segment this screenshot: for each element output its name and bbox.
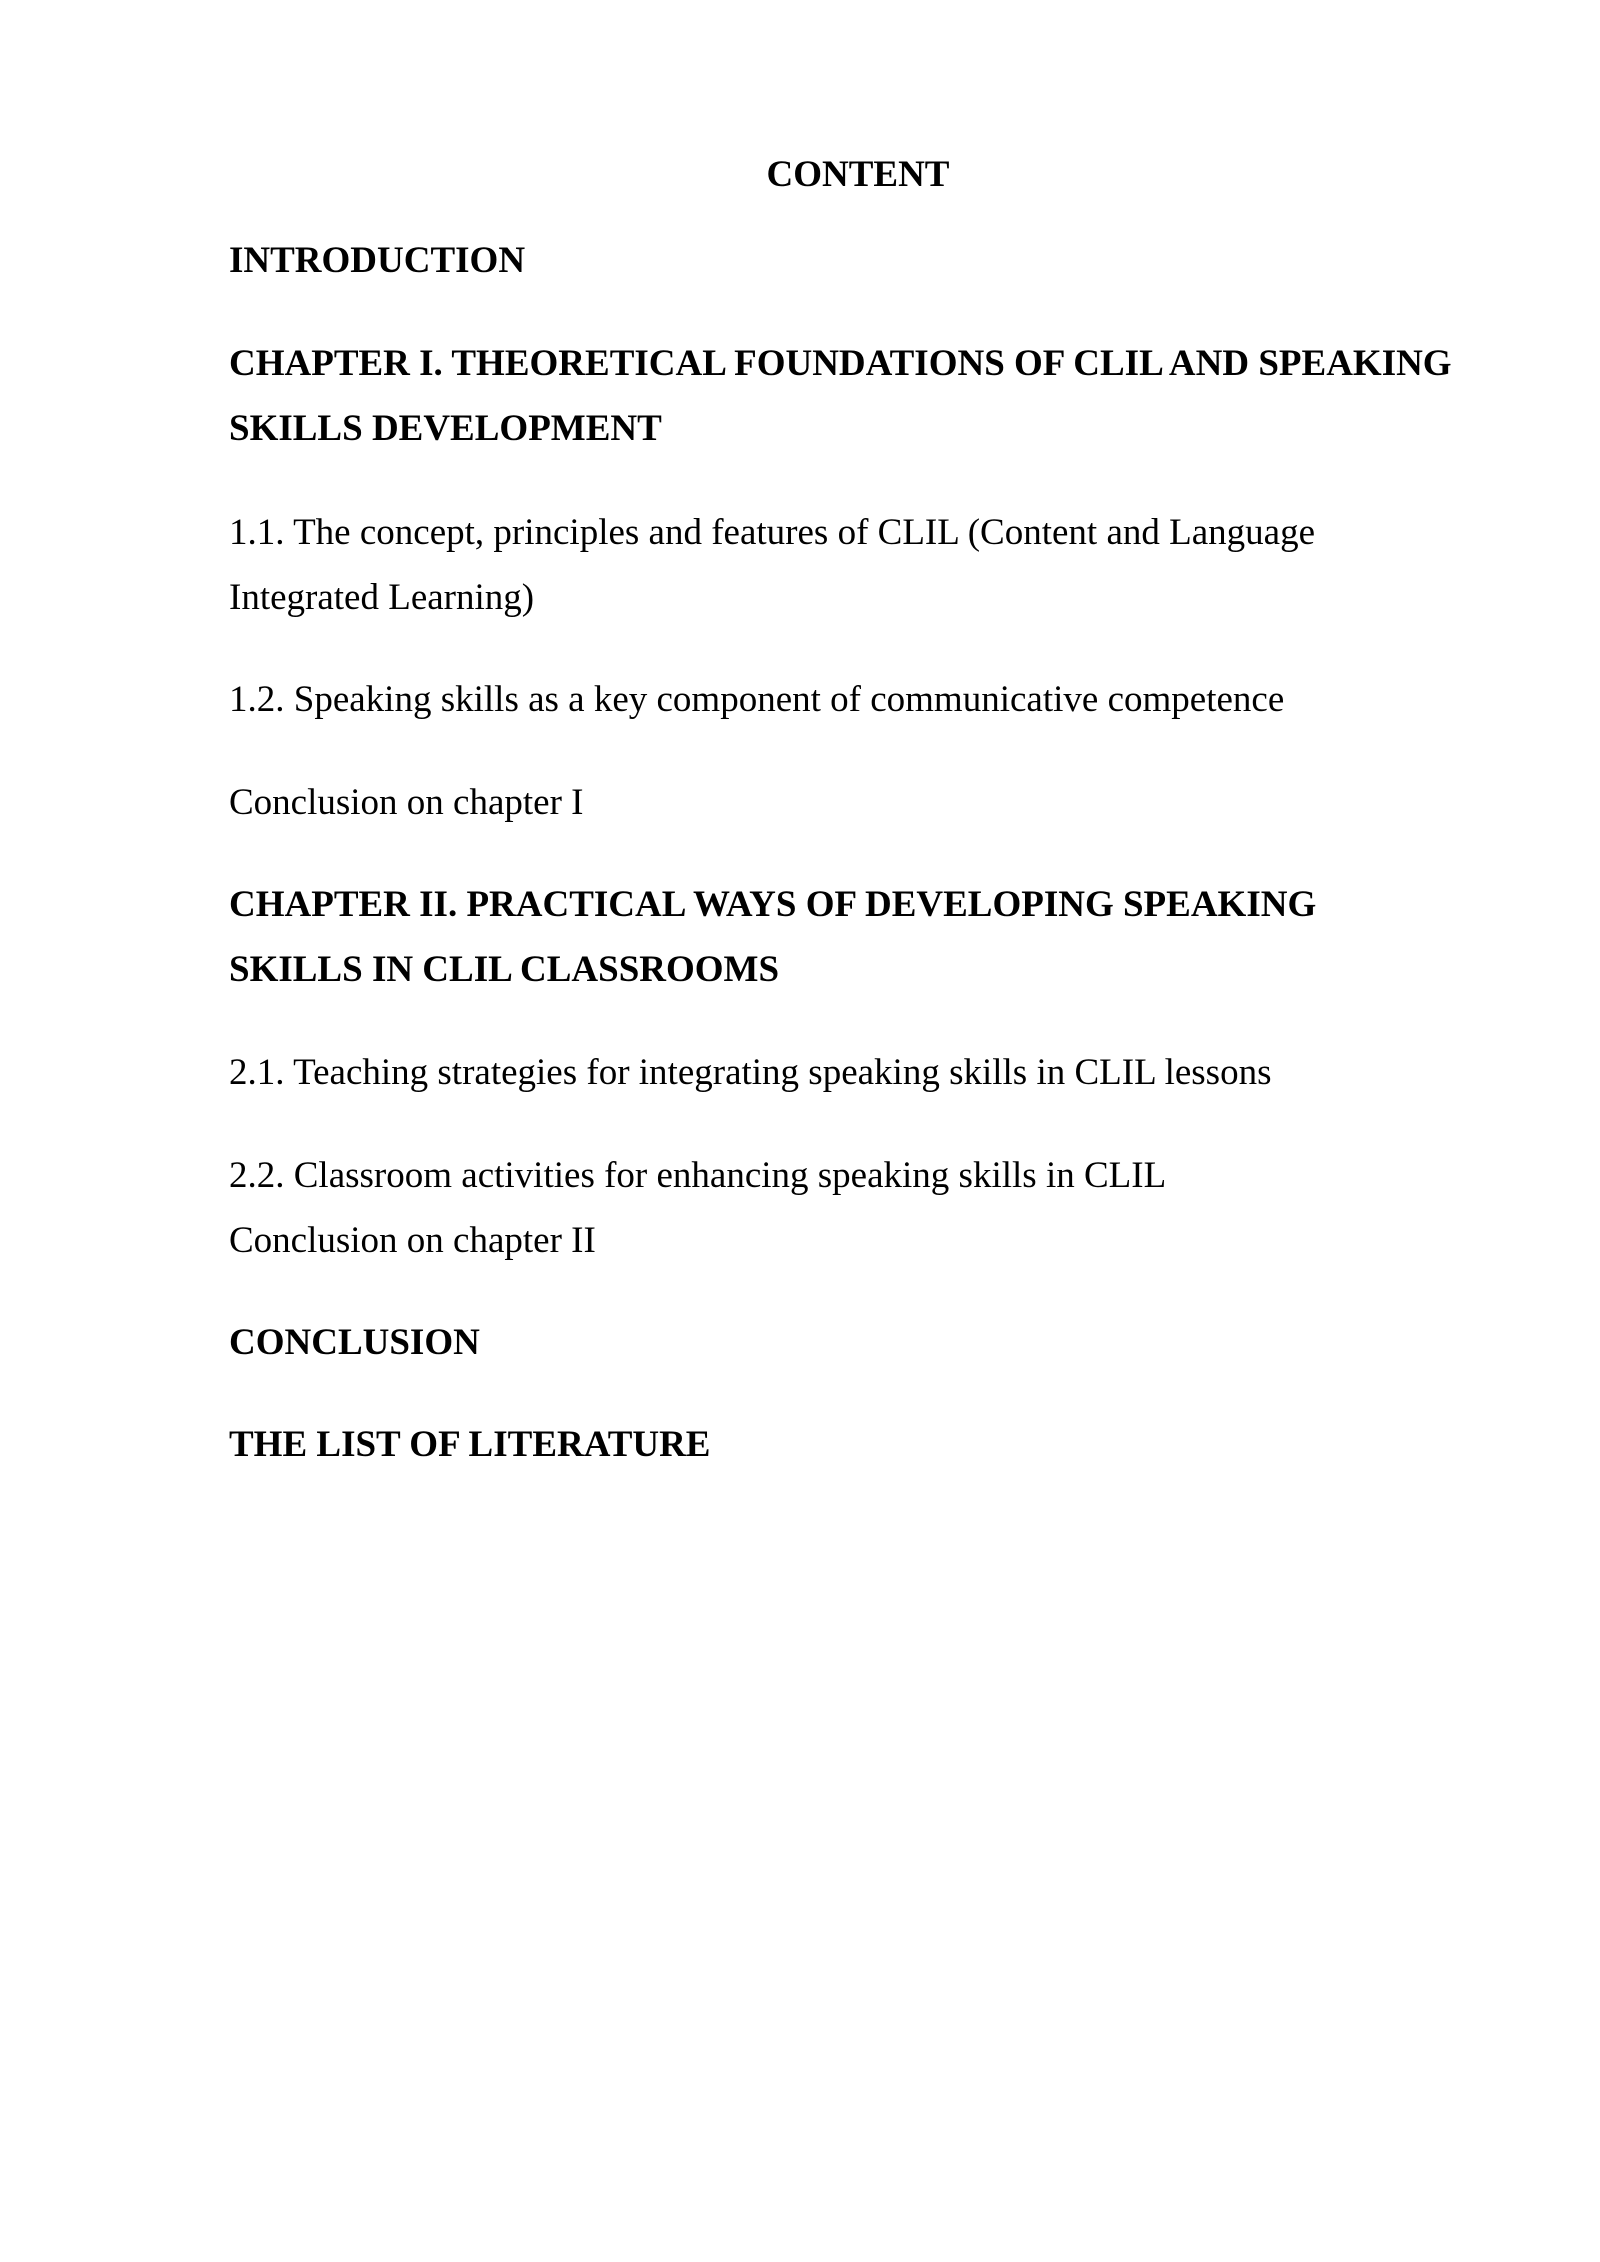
toc-entry-chapter-2 (229, 872, 1529, 1002)
toc-entry-conclusion (229, 1310, 1529, 1375)
toc-entry-line: INTRODUCTION (229, 240, 526, 281)
toc-entry-line: SKILLS DEVELOPMENT (229, 408, 662, 449)
toc-entry-literature (229, 1412, 1529, 1477)
toc-entry-introduction (229, 228, 1529, 293)
toc-entry-line: Conclusion on chapter I (229, 782, 584, 823)
toc-entry-line: 2.1. Teaching strategies for integrating speaking skills in CLIL lessons (229, 1052, 1272, 1093)
toc-entry-line: Integrated Learning) (229, 577, 535, 618)
toc-entry-conclusion-chapter-1 (229, 770, 1529, 835)
toc-entry-1-2 (229, 667, 1529, 732)
toc-entry-line: THE LIST OF LITERATURE (229, 1424, 711, 1465)
toc-entry-2-1 (229, 1040, 1529, 1105)
toc-entry-chapter-1 (229, 331, 1529, 461)
toc-entry-line: SKILLS IN CLIL CLASSROOMS (229, 949, 780, 990)
toc-entry-line: CONCLUSION (229, 1322, 480, 1363)
toc-entry-line: CHAPTER II. PRACTICAL WAYS OF DEVELOPING SPEAKING (229, 884, 1317, 925)
toc-entry-line: 1.2. Speaking skills as a key component of communicative competence (229, 679, 1285, 720)
toc-entry-line: Conclusion on chapter II (229, 1220, 596, 1261)
page-title: CONTENT (766, 154, 950, 195)
toc-entry-1-1 (229, 500, 1529, 630)
toc-entry-line: 2.2. Classroom activities for enhancing speaking skills in CLIL (229, 1155, 1167, 1196)
toc-entry-line: CHAPTER I. THEORETICAL FOUNDATIONS OF CLIL AND SPEAKING (229, 343, 1452, 384)
toc-entry-2-2 (229, 1143, 1529, 1273)
toc-entry-line: 1.1. The concept, principles and features of CLIL (Content and Language (229, 512, 1315, 553)
